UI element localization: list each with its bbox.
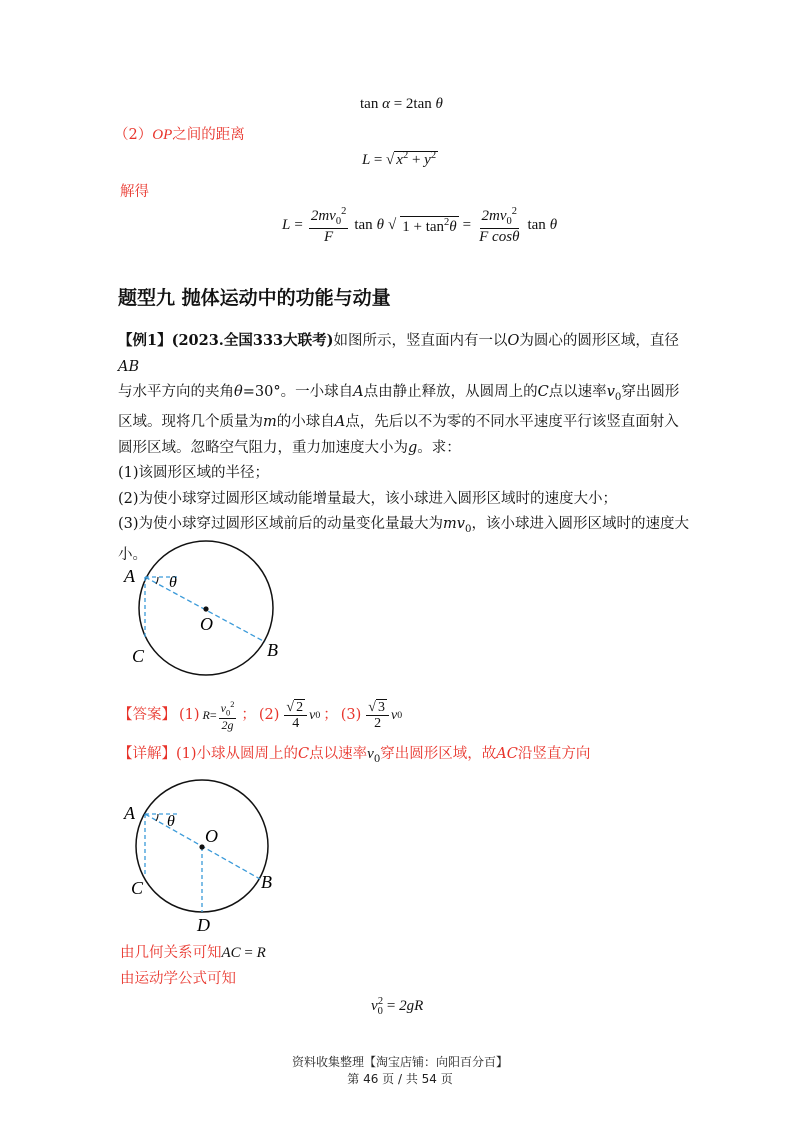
solve-label: 解得 bbox=[120, 184, 149, 200]
example-line-3: 区域。现将几个质量为m的小球自A点，先后以不为零的不同水平速度平行该竖直面射入 bbox=[118, 414, 679, 431]
question-3: (3)为使小球穿过圆形区域前后的动量变化量最大为$mv_0$，该小球进入圆形区域时的速度大 bbox=[118, 516, 689, 536]
equation-distance: L = √ $x^2 + y^2$ bbox=[362, 150, 437, 168]
detail-line: 【详解】(1)小球从圆周上的C点以速率$v_0$穿出圆形区域，故AC沿竖直方向 bbox=[118, 746, 591, 765]
label-A: A bbox=[124, 803, 135, 823]
label-D: D bbox=[197, 915, 210, 935]
label-B: B bbox=[261, 872, 272, 892]
label-O: O bbox=[200, 614, 213, 634]
footer-source: 资料收集整理【淘宝店铺：向阳百分百】 bbox=[291, 1055, 508, 1069]
label-O: O bbox=[205, 826, 218, 846]
label-theta: θ bbox=[169, 574, 177, 591]
question-1: (1)该圆形区域的半径； bbox=[118, 465, 270, 482]
figure-circle-1 bbox=[112, 532, 302, 677]
footer-page-number: 第 46 页 / 共 54 页 bbox=[347, 1072, 453, 1086]
geometry-line: 由几何关系可知AC = R bbox=[120, 945, 266, 961]
question-3-cont: 小。 bbox=[118, 546, 147, 563]
label-theta: θ bbox=[167, 813, 175, 830]
example-line-1: 【例1】(2023.全国333大联考)如图所示，竖直面内有一以O为圆心的圆形区域，直径AB bbox=[118, 332, 679, 375]
center-dot bbox=[199, 844, 204, 849]
example-line-2: 与水平方向的夹角θ=30°。一小球自A点由静止释放，从圆周上的C点以速率$v_0$穿出圆形 bbox=[118, 384, 680, 403]
equation-tan-alpha: tan α = 2tan θ bbox=[360, 96, 443, 112]
equation-L-result: L = $\frac{2mv_0^2}{F}$ tan θ √ $1 + \tan^2\theta$ = $\frac{2mv_0^2}{\text{F cosθ}}$ tan θ bbox=[282, 206, 558, 245]
label-C: C bbox=[131, 878, 144, 898]
label-C: C bbox=[132, 646, 145, 666]
equation-v0: $v_0^2 = 2gR$ bbox=[371, 996, 424, 1017]
angle-arc bbox=[156, 577, 158, 584]
label-B: B bbox=[267, 640, 278, 660]
angle-arc bbox=[156, 814, 158, 821]
figure-circle-2 bbox=[112, 776, 302, 941]
label-A: A bbox=[124, 566, 135, 586]
center-dot bbox=[203, 606, 208, 611]
answer-line: 【答案】 (1) R = $\frac{v_0^2}{2g}$ ； (2) $\frac{√ 2}{4}$ v 0 ； (3) $\frac{√ 3}{2}$ v 0 bbox=[118, 700, 403, 732]
question-2: (2)为使小球穿过圆形区域动能增量最大，该小球进入圆形区域时的速度大小； bbox=[118, 490, 618, 507]
section-heading: 题型九 抛体运动中的功能与动量 bbox=[118, 287, 391, 309]
part2-heading: （2）OP之间的距离 bbox=[114, 127, 245, 143]
kinematics-line: 由运动学公式可知 bbox=[120, 971, 236, 987]
example-line-4: 圆形区域。忽略空气阻力，重力加速度大小为g。求： bbox=[118, 439, 461, 456]
